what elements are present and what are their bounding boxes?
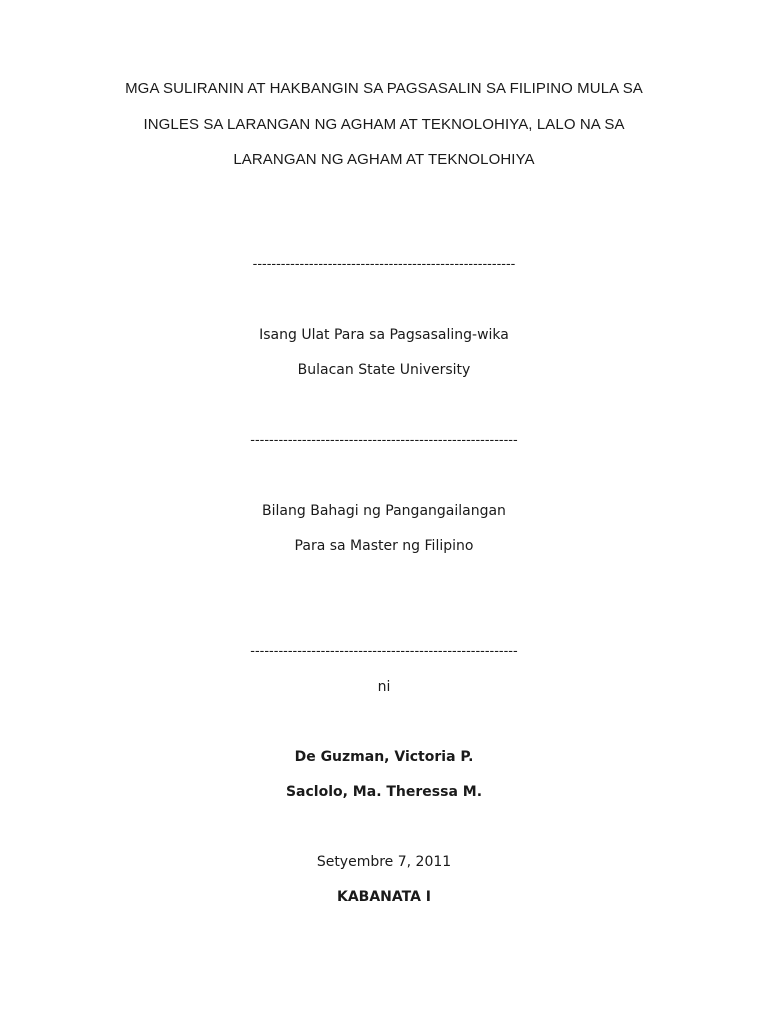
university-name: Bulacan State University	[297, 362, 471, 378]
author-2: Saclolo, Ma. Theressa M.	[285, 784, 483, 800]
divider-3: ---------------------------------------------------------	[250, 644, 518, 659]
date: Setyembre 7, 2011	[316, 854, 452, 870]
requirement-line-2: Para sa Master ng Filipino	[294, 538, 474, 554]
title-line-2: INGLES SA LARANGAN NG AGHAM AT TEKNOLOHIYA, LALO NA SA	[143, 116, 625, 133]
chapter-heading: KABANATA I	[336, 889, 432, 905]
author-1: De Guzman, Victoria P.	[294, 749, 474, 765]
report-type: Isang Ulat Para sa Pagsasaling-wika	[259, 327, 509, 343]
divider-1: --------------------------------------------------------	[252, 257, 516, 272]
by-label: ni	[377, 679, 391, 695]
divider-2: ---------------------------------------------------------	[250, 433, 518, 448]
title-line-1: MGA SULIRANIN AT HAKBANGIN SA PAGSASALIN SA FILIPINO MULA SA	[125, 80, 643, 97]
requirement-line-1: Bilang Bahagi ng Pangangailangan	[262, 503, 506, 519]
title-line-3: LARANGAN NG AGHAM AT TEKNOLOHIYA	[233, 151, 535, 168]
